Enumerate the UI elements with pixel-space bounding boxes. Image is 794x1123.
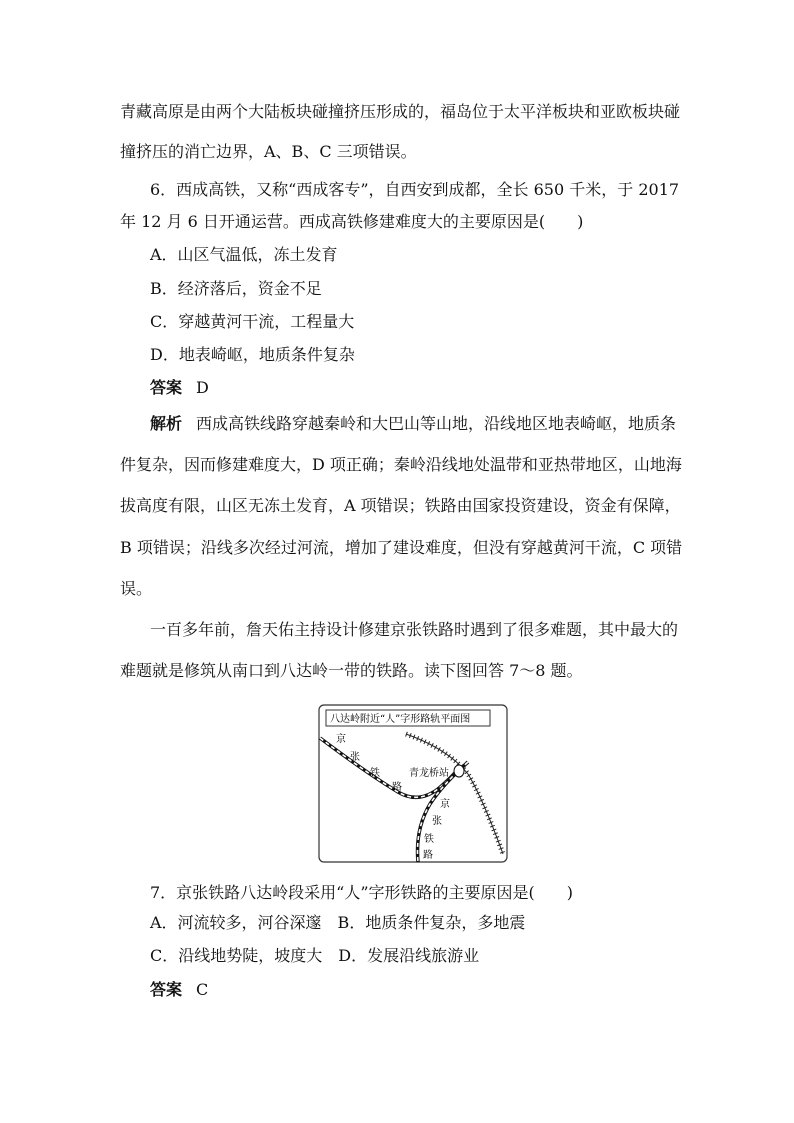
explanation-line (150, 414, 676, 434)
figure-title: 八达岭附近“人”字形路轨平面图 (330, 714, 471, 725)
answer-label: 答案 (150, 980, 183, 999)
text-line: 撞挤压的消亡边界，A、B、C 三项错误。 (120, 142, 417, 161)
question-7-options-ab: A．河流较多，河谷深邃 B．地质条件复杂，多地震 (150, 913, 526, 932)
question-6-option-a: A．山区气温低，冻土发育 (150, 245, 338, 264)
explanation-label: 解析 (150, 414, 183, 433)
question-6-stem: 6．西成高铁，又称“西成客专”，自西安到成都，全长 650 千米，于 2017 (150, 180, 680, 199)
rail-label: 铁 (424, 834, 434, 845)
question-6-option-c: C．穿越黄河干流，工程量大 (150, 312, 355, 331)
answer-label: 答案 (150, 378, 183, 397)
rail-label: 京 (336, 734, 346, 745)
explanation-text: 西成高铁线路穿越秦岭和大巴山等山地，沿线地区地表崎岖，地质条 (196, 414, 677, 433)
rail-label: 路 (423, 850, 433, 861)
intro-line: 一百多年前，詹天佑主持设计修建京张铁路时遇到了很多难题，其中最大的 (150, 620, 679, 639)
rail-label: 张 (350, 752, 360, 763)
rail-label: 铁 (370, 768, 380, 779)
text-line: 青藏高原是由两个大陆板块碰撞挤压形成的，福岛位于太平洋板块和亚欧板块碰 (120, 102, 681, 121)
explanation-line: 件复杂，因而修建难度大，D 项正确；秦岭沿线地处温带和亚热带地区，山地海 (120, 455, 682, 474)
answer-6 (150, 378, 209, 398)
explanation-line: 拔高度有限，山区无冻土发育，A 项错误；铁路由国家投资建设，资金有保障， (120, 496, 681, 515)
question-6-option-b: B．经济落后，资金不足 (150, 279, 322, 298)
answer-value: C (196, 980, 209, 999)
railway-map-figure (318, 704, 508, 863)
station-label: 青龙桥站 (409, 768, 449, 779)
answer-7 (150, 980, 208, 1000)
rail-label: 路 (392, 782, 402, 793)
railway-map-svg (318, 704, 508, 863)
explanation-line: B 项错误；沿线多次经过河流，增加了建设难度，但没有穿越黄河干流，C 项错 (120, 538, 683, 557)
question-6-option-d: D．地表崎岖，地质条件复杂 (150, 345, 355, 364)
rail-label: 张 (432, 816, 442, 827)
question-6-stem: 年 12 月 6 日开通运营。西成高铁修建难度大的主要原因是( ) (120, 212, 584, 231)
figure-frame (319, 705, 507, 862)
explanation-line: 误。 (120, 579, 153, 598)
intro-line: 难题就是修筑从南口到八达岭一带的铁路。读下图回答 7～8 题。 (120, 661, 583, 680)
question-7-options-cd: C．沿线地势陡，坡度大 D．发展沿线旅游业 (150, 946, 480, 965)
answer-value: D (196, 378, 209, 397)
rail-label: 京 (440, 799, 450, 810)
station-marker (454, 765, 464, 777)
question-7-stem: 7．京张铁路八达岭段采用“人”字形铁路的主要原因是( ) (150, 883, 574, 902)
